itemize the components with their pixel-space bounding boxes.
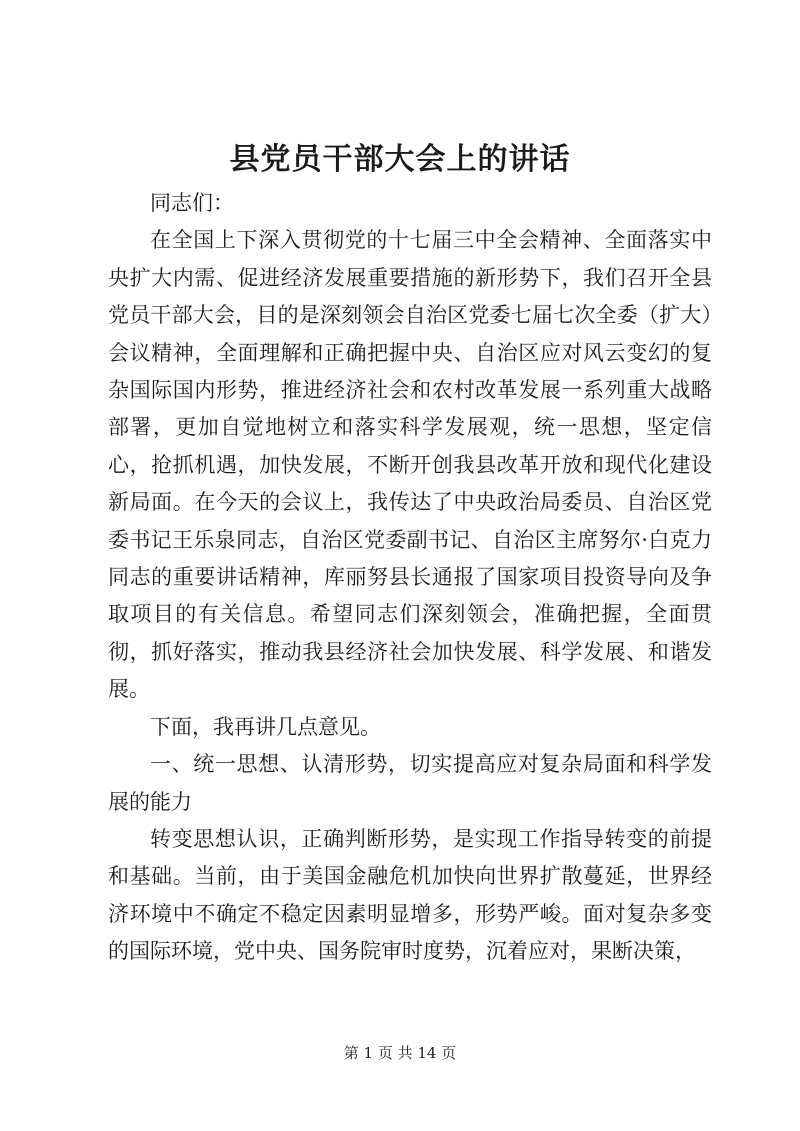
opening-paragraph: 在全国上下深入贯彻党的十七届三中全会精神、全面落实中央扩大内需、促进经济发展重要措施的新形势下，我们召开全县党员干部大会，目的是深刻领会自治区党委七届七次全委（扩大）会议精神，全面理解和正确把握中央、自治区应对风云变幻的复杂国际国内形势，推进经济社会和农村改革发展一系列重大战略部署，更加自觉地树立和落实科学发展观，统一思想，坚定信心，抢抓机遇，加快发展，不断开创我县改革开放和现代化建设新局面。在今天的会议上，我传达了中央政治局委员、自治区党委书记王乐泉同志，自治区党委副书记、自治区主席努尔·白克力同志的重要讲话精神，库丽努县长通报了国家项目投资导向及争取项目的有关信息。希望同志们深刻领会，准确把握，全面贯彻，抓好落实，推动我县经济社会加快发展、科学发展、和谐发展。 [108, 228, 712, 702]
section-1-paragraph: 转变思想认识，正确判断形势，是实现工作指导转变的前提和基础。当前，由于美国金融危机加快向世界扩散蔓延，世界经济环境中不确定不稳定因素明显增多，形势严峻。面对复杂多变的国际环境，党中央、国务院审时度势，沉着应对，果断决策， [108, 826, 712, 964]
section-heading-1: 一、统一思想、认清形势，切实提高应对复杂局面和科学发展的能力 [108, 752, 712, 814]
document-title: 县党员干部大会上的讲话 [229, 142, 571, 177]
transition-paragraph: 下面，我再讲几点意见。 [150, 714, 381, 739]
salutation-paragraph: 同志们： [150, 191, 234, 215]
page-footer: 第 1 页 共 14 页 [343, 1044, 457, 1062]
document-body [108, 185, 712, 971]
